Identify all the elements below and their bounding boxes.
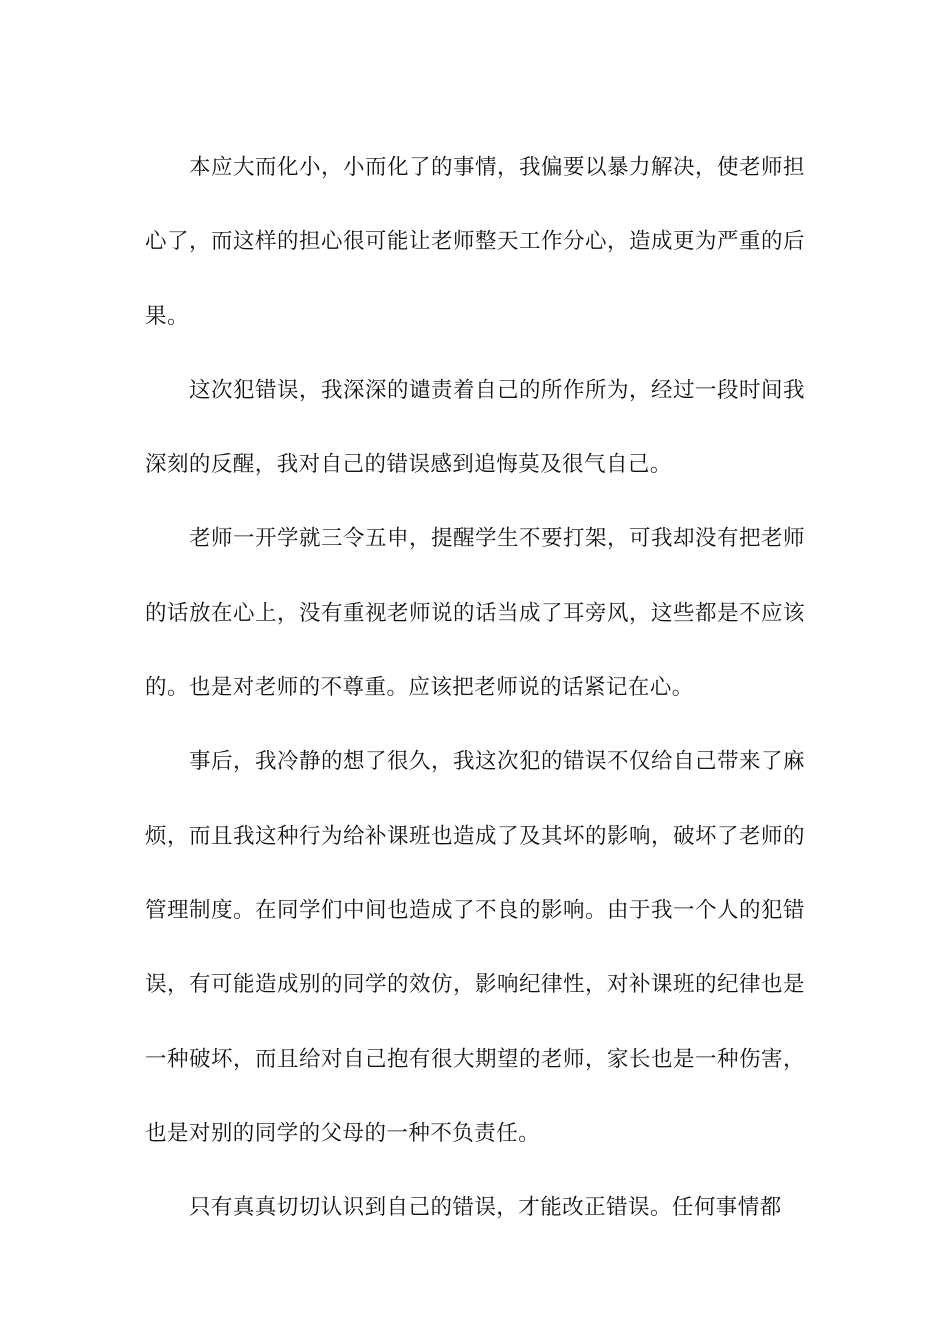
document-body xyxy=(145,131,805,1245)
paragraph-1: 本应大而化小，小而化了的事情，我偏要以暴力解决，使老师担心了，而这样的担心很可能让老师整天工作分心，造成更为严重的后果。 xyxy=(145,155,805,329)
paragraph-2: 这次犯错误，我深深的谴责着自己的所作所为，经过一段时间我深刻的反醒，我对自己的错误感到追悔莫及很气自己。 xyxy=(145,377,805,478)
paragraph-5: 只有真真切切认识到自己的错误，才能改正错误。任何事情都 xyxy=(189,1195,782,1221)
paragraph-3: 老师一开学就三令五申，提醒学生不要打架，可我却没有把老师的话放在心上，没有重视老师说的话当成了耳旁风，这些都是不应该的。也是对老师的不尊重。应该把老师说的话紧记在心。 xyxy=(145,526,805,701)
paragraph-4: 事后，我冷静的想了很久，我这次犯的错误不仅给自己带来了麻烦，而且我这种行为给补课班也造成了及其坏的影响，破坏了老师的管理制度。在同学们中间也造成了不良的影响。由于我一个人的犯错误，有可能造成别的同学的效仿，影响纪律性，对补课班的纪律也是一种破坏，而且给对自己抱有很大期望的老师，家长也是一种伤害，也是对别的同学的父母的一种不负责任。 xyxy=(145,749,805,1146)
